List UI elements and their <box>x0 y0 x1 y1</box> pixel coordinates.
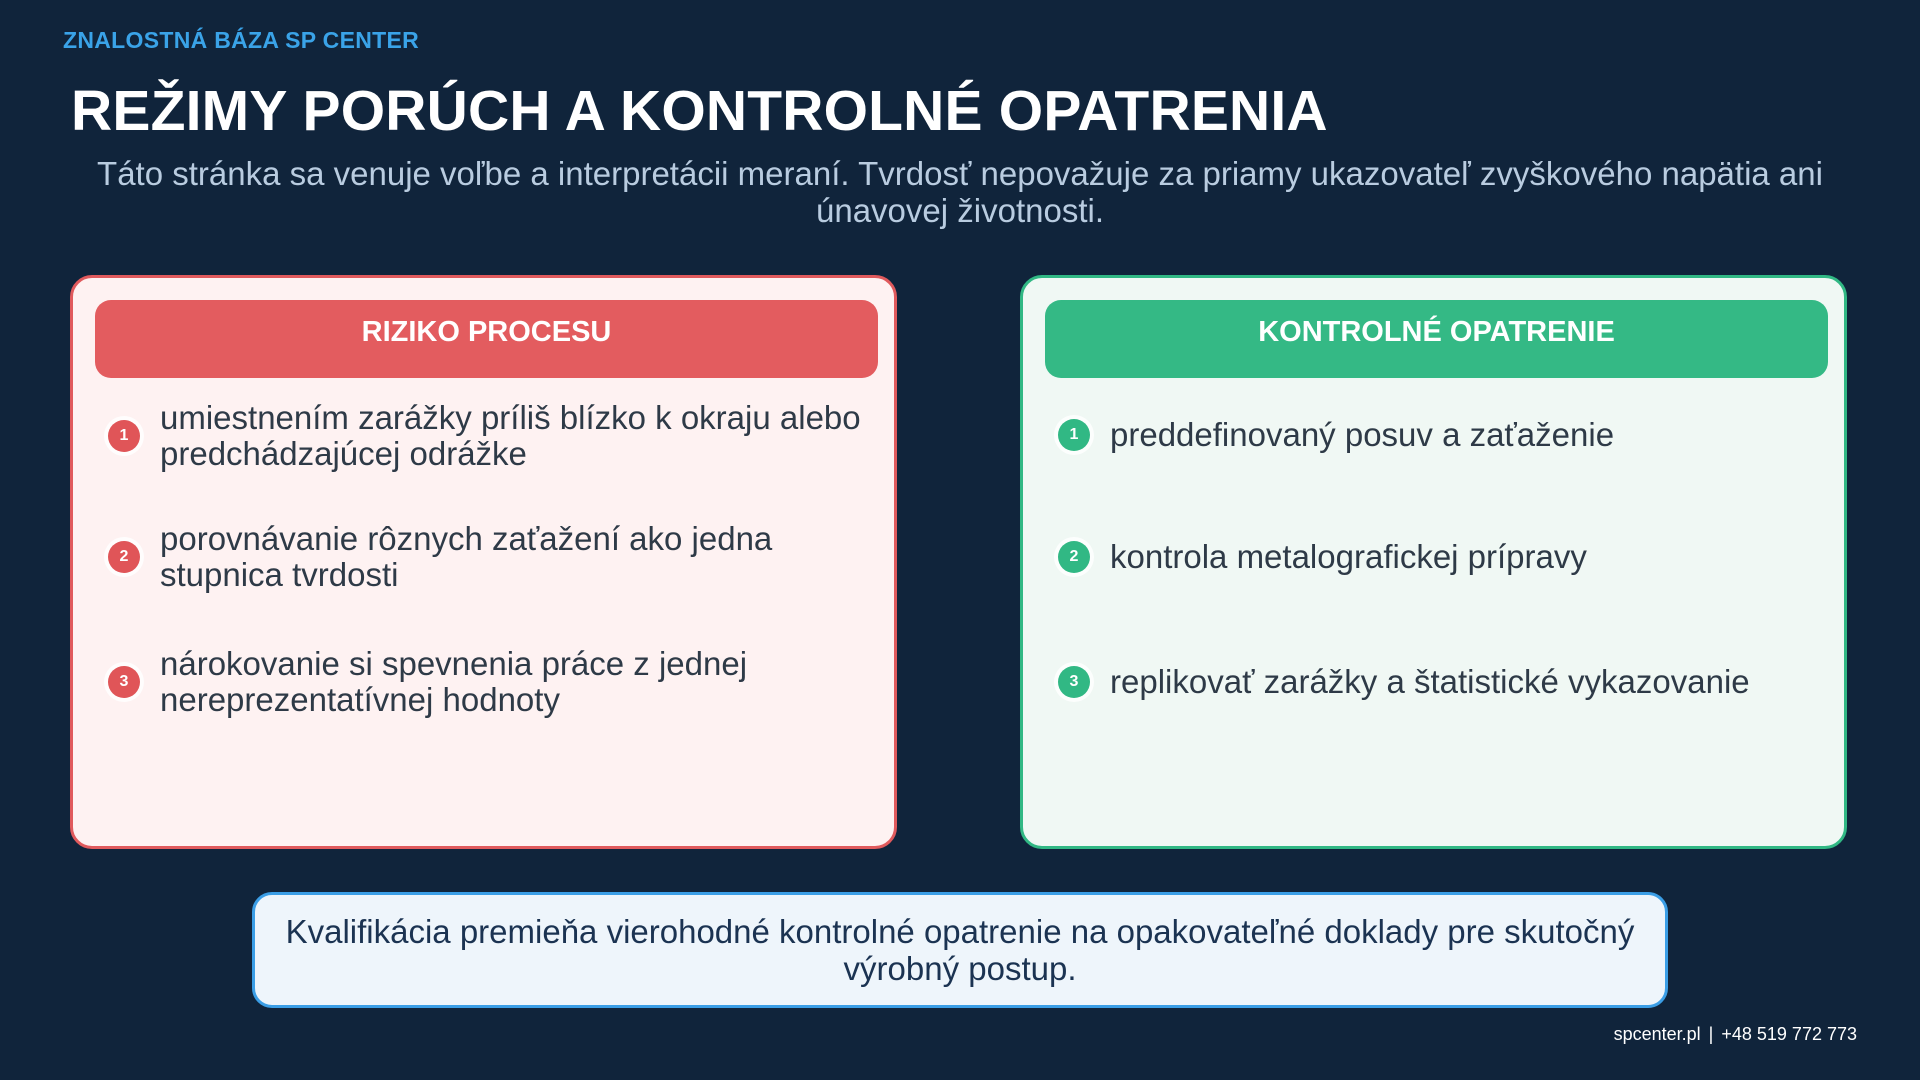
number-badge: 1 <box>1058 419 1090 451</box>
website-link[interactable]: spcenter.pl <box>1613 1024 1701 1044</box>
control-panel-header: KONTROLNÉ OPATRENIE <box>1045 300 1828 378</box>
risk-panel <box>70 275 897 849</box>
number-badge: 2 <box>108 541 140 573</box>
risk-item <box>108 521 868 593</box>
page-title: REŽIMY PORÚCH A KONTROLNÉ OPATRENIA <box>71 79 1328 143</box>
risk-item-text: porovnávanie rôznych zaťažení ako jedna stupnica tvrdosti <box>160 520 773 593</box>
phone-number[interactable]: +48 519 772 773 <box>1721 1024 1857 1044</box>
control-item-text: replikovať zarážky a štatistické vykazovanie <box>1110 663 1750 700</box>
control-item <box>1058 417 1818 453</box>
number-badge: 2 <box>1058 541 1090 573</box>
eyebrow-label: ZNALOSTNÁ BÁZA SP CENTER <box>63 27 420 53</box>
number-badge: 3 <box>1058 666 1090 698</box>
risk-item-text: umiestnením zarážky príliš blízko k okraju alebo predchádzajúcej odrážke <box>160 399 861 472</box>
contact-info <box>1614 1024 1857 1045</box>
risk-item <box>108 646 868 718</box>
risk-item <box>108 400 868 472</box>
conclusion-box <box>252 892 1668 1008</box>
control-panel <box>1020 275 1847 849</box>
conclusion-text: Kvalifikácia premieňa vierohodné kontrolné opatrenie na opakovateľné doklady pre skutočný výrobný postup. <box>285 913 1635 987</box>
risk-item-text: nárokovanie si spevnenia práce z jednej nereprezentatívnej hodnoty <box>160 645 748 718</box>
number-badge: 1 <box>108 420 140 452</box>
control-item <box>1058 664 1818 700</box>
control-item-text: preddefinovaný posuv a zaťaženie <box>1110 416 1615 453</box>
risk-panel-header: RIZIKO PROCESU <box>95 300 878 378</box>
control-item-text: kontrola metalografickej prípravy <box>1110 538 1587 575</box>
number-badge: 3 <box>108 666 140 698</box>
page-subtitle: Táto stránka sa venuje voľbe a interpretácii meraní. Tvrdosť nepovažuje za priamy ukazovateľ zvyškového napätia ani únavovej životnosti. <box>97 155 1823 229</box>
separator: | <box>1708 1024 1714 1044</box>
control-item <box>1058 539 1818 575</box>
